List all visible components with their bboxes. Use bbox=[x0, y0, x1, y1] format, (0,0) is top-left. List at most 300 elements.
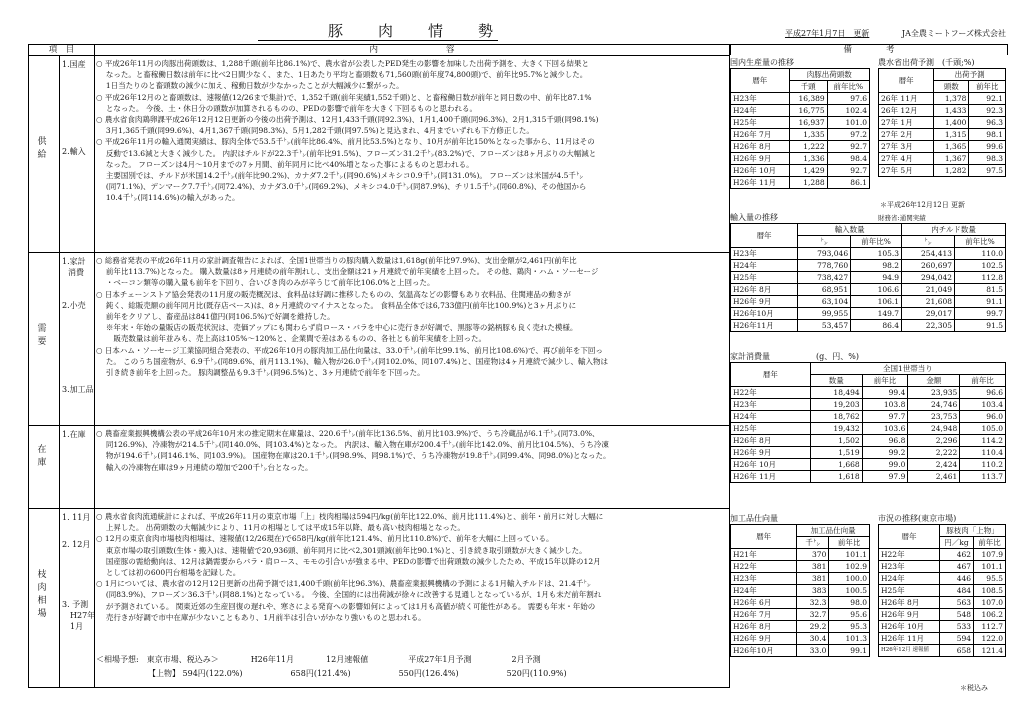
table-cell: 381 bbox=[797, 573, 829, 585]
table-cell: 86.4 bbox=[851, 320, 902, 332]
table-cell: 101.0 bbox=[827, 117, 869, 129]
table-cell: H26年 8月 bbox=[731, 284, 798, 296]
table-header: 肉豚出荷頭数 bbox=[789, 69, 869, 81]
table-cell: H24年 bbox=[731, 105, 790, 117]
table-row bbox=[731, 129, 870, 141]
table-row bbox=[879, 609, 1006, 621]
market-table bbox=[878, 524, 1006, 657]
table-cell: 27年 2月 bbox=[879, 129, 934, 141]
table-cell: 95.6 bbox=[829, 609, 870, 621]
forecast-table bbox=[878, 68, 1006, 177]
table-cell: 446 bbox=[939, 573, 973, 585]
imports-title: 輸入量の推移 bbox=[730, 213, 778, 222]
table-cell: 2,222 bbox=[908, 447, 960, 459]
table-cell: 63,104 bbox=[798, 296, 851, 308]
table-row bbox=[731, 585, 870, 597]
table-cell: 92.1 bbox=[969, 93, 1006, 105]
table-cell: 381 bbox=[797, 561, 829, 573]
table-header: ㌧ bbox=[902, 236, 955, 248]
table-cell: 102.5 bbox=[955, 260, 1006, 272]
imports-rows bbox=[731, 248, 1006, 332]
table-cell: 98.1 bbox=[969, 129, 1006, 141]
table-cell: 1,282 bbox=[934, 165, 969, 177]
table-cell: 107.9 bbox=[974, 549, 1006, 561]
table-cell: 92.7 bbox=[827, 141, 869, 153]
supply-subs bbox=[60, 56, 95, 253]
table-cell: H26年 10月 bbox=[731, 459, 811, 471]
table-cell: 92.3 bbox=[969, 105, 1006, 117]
table-header: 前年比 bbox=[862, 375, 908, 387]
table-header: 数量 bbox=[810, 375, 862, 387]
table-cell: 563 bbox=[939, 597, 973, 609]
table-cell: 27年 4月 bbox=[879, 153, 934, 165]
table-row bbox=[879, 105, 1006, 117]
table-cell: 99.6 bbox=[969, 141, 1006, 153]
table-row bbox=[879, 153, 1006, 165]
table-row bbox=[879, 129, 1006, 141]
table-cell: 106.1 bbox=[851, 296, 902, 308]
forecast-note: ＊平成26年12月12日 更新 bbox=[880, 201, 965, 209]
table-cell: H26年 6月 bbox=[731, 597, 797, 609]
table-cell: 23,935 bbox=[908, 387, 960, 399]
table-cell: 102.9 bbox=[829, 561, 870, 573]
table-cell: 100.5 bbox=[829, 585, 870, 597]
table-header: 豚枝肉「上物」 bbox=[939, 525, 1005, 537]
table-cell: 81.5 bbox=[955, 284, 1006, 296]
table-row bbox=[879, 585, 1006, 597]
table-cell: 99,955 bbox=[798, 308, 851, 320]
section-demand bbox=[29, 253, 60, 426]
table-cell: 97.7 bbox=[862, 411, 908, 423]
table-header: 円／kg bbox=[939, 537, 973, 549]
table-row bbox=[879, 633, 1006, 645]
sub-label: 1月 bbox=[62, 622, 84, 631]
table-cell: 92.7 bbox=[827, 165, 869, 177]
table-row bbox=[731, 177, 870, 189]
table-cell: 21,608 bbox=[902, 296, 955, 308]
table-cell: H26年10月 bbox=[731, 308, 798, 320]
table-cell: H26年 8月 bbox=[731, 621, 797, 633]
table-row bbox=[731, 153, 870, 165]
table-cell: H24年 bbox=[731, 585, 797, 597]
domestic-rows bbox=[731, 93, 870, 189]
table-cell: 778,760 bbox=[798, 260, 851, 272]
table-row bbox=[731, 621, 870, 633]
header-remarks: 備 考 bbox=[730, 44, 1008, 55]
page bbox=[28, 20, 1006, 692]
table-cell: 27年 3月 bbox=[879, 141, 934, 153]
table-header: 前年比% bbox=[955, 236, 1006, 248]
table-header: 出荷予測 bbox=[934, 69, 1006, 81]
table-cell: H22年 bbox=[879, 549, 940, 561]
section-supply bbox=[29, 56, 60, 253]
table-row bbox=[731, 141, 870, 153]
table-cell: H25年 bbox=[731, 117, 790, 129]
table-cell: 26年 11月 bbox=[879, 93, 934, 105]
table-cell: 53,457 bbox=[798, 320, 851, 332]
table-cell: 110.2 bbox=[960, 459, 1006, 471]
table-row bbox=[731, 117, 870, 129]
table-row bbox=[731, 248, 1006, 260]
table-header: 内チルド数量 bbox=[902, 224, 1006, 236]
table-row bbox=[731, 597, 870, 609]
table-cell: 26年 12月 bbox=[879, 105, 934, 117]
table-row bbox=[731, 447, 1006, 459]
table-cell: 294,042 bbox=[902, 272, 955, 284]
table-cell: H26年 9月 bbox=[879, 609, 940, 621]
forecast-row: ＜相場予想: 東京市場、税込み＞ H26年11月 12月速報値 平成27年1月予測 2月予測 bbox=[96, 655, 541, 664]
table-cell: 105.3 bbox=[851, 248, 902, 260]
table-cell: H26年 7月 bbox=[731, 129, 790, 141]
table-row bbox=[731, 411, 1006, 423]
supply-text: ○ 平成26年11月の肉豚出荷頭数は、1,288千頭(前年比86.1%)で、農水省が公表したPED発生の影響を加味した出荷予測を、大きく下回る結果と なった。と畜稼働日数は前年に比べ2日間少なく、また、1日あたり平均と畜頭数も71,560頭(前年度74,800頭)で、前年比95.7%と減少した。 1日当たりのと畜頭数の減少に加え、稼動日数が少なかったことが大幅減少に繋がった。 ○ 平成26年12月のと畜頭数は、速報値(12/26まで集計)で、1,352千頭(前年実績1,552千頭)と、と畜稼働日数が前年と同日数の中、前年比87.1% となった。 今後、土・休日分の頭数が加算されるものの、PEDの影響で前年を大きく下回るものと思われる。 ○ 農水省食肉鶏卵課平成26年12月12日更新の今後の出荷予測は、12月1,433千頭(同92.3%)、1月1,400千頭(同96.3%)、2月1,315千頭(同98.1%) 3月1,365千頭(同99.6%)、4月1,367千頭(同98.3%)、5月1,282千頭(同97.5%)と見込まれ、4月までいずれも下方修正した。 ○ 平成26年11月の輸入通関実績は、豚肉全体で53.5千㌧(前年比86.4%、前月比53.5%)となり、10月が前年比150%となった事から、11月はその 反動で13.6減と大きく減少した。 内訳はチルドが22.3千㌧(前年比91.5%)、フローズン31.2千㌧(83.2%)で、フローズンは8ヶ月ぶりの大幅減と なった。 フローズンは4月～10月までの7ヶ月間、前年同月に比べ40%増となった事によるものと思われる。 主要国別では、チルドが米国14.2千㌧(前年比90.2%)、カナダ7.2千㌧(同90.6%)メキシコ0.9千㌧(同131.0%)。 フローズンは米国が4.5千㌧ (同71.1%)、デンマーク7.7千㌧(同72.4%)、カナダ3.0千㌧(同69.2%)、メキシコ4.0千㌧(同87.9%)、チリ1.5千㌧(同60.8%)、その他国から 10.4千㌧(同114.6%)の輸入があった。 bbox=[96, 59, 599, 203]
table-cell: 1,400 bbox=[934, 117, 969, 129]
table-header: 前年比% bbox=[827, 81, 869, 93]
processed-rows bbox=[731, 549, 870, 657]
page-title: 豚 肉 情 勢 bbox=[328, 22, 504, 40]
table-cell: 149.7 bbox=[851, 308, 902, 320]
table-cell: 99.7 bbox=[955, 308, 1006, 320]
table-header: 輸入数量 bbox=[798, 224, 902, 236]
table-cell: 1,429 bbox=[789, 165, 827, 177]
table-header: 暦年 bbox=[879, 69, 934, 93]
table-cell: 103.8 bbox=[862, 399, 908, 411]
table-row bbox=[731, 549, 870, 561]
table-cell: H26年 11月 bbox=[731, 177, 790, 189]
table-cell: H26年 9月 bbox=[731, 633, 797, 645]
sub-label: 2.小売 bbox=[62, 301, 86, 310]
organization: JA全農ミートフーズ株式会社 bbox=[901, 29, 1006, 38]
table-cell: H23年 bbox=[879, 561, 940, 573]
table-row bbox=[879, 549, 1006, 561]
table-row bbox=[731, 573, 870, 585]
table-cell: 1,519 bbox=[810, 447, 862, 459]
table-cell: 1,315 bbox=[934, 129, 969, 141]
table-cell: 254,413 bbox=[902, 248, 955, 260]
table-cell: 18,762 bbox=[810, 411, 862, 423]
table-cell: 793,046 bbox=[798, 248, 851, 260]
table-cell: 101.3 bbox=[829, 633, 870, 645]
table-cell: 2,424 bbox=[908, 459, 960, 471]
table-cell: H24年 bbox=[731, 411, 811, 423]
table-header: 暦年 bbox=[731, 525, 797, 549]
table-cell: H26年 9月 bbox=[731, 447, 811, 459]
table-cell: 91.1 bbox=[955, 296, 1006, 308]
processed-table bbox=[730, 524, 870, 657]
table-cell: 114.2 bbox=[960, 435, 1006, 447]
table-cell: 1,365 bbox=[934, 141, 969, 153]
table-cell: H22年 bbox=[731, 387, 811, 399]
section-label: 需要 bbox=[37, 324, 47, 347]
table-cell: 370 bbox=[797, 549, 829, 561]
table-row bbox=[879, 141, 1006, 153]
section-label: 枝肉相場 bbox=[37, 570, 47, 619]
table-row bbox=[879, 597, 1006, 609]
sub-label: 2. 12月 bbox=[62, 540, 91, 549]
section-stock bbox=[29, 426, 60, 509]
imports-source: 財務省:通関実績 bbox=[878, 214, 926, 222]
table-cell: 1,367 bbox=[934, 153, 969, 165]
table-cell: 106.2 bbox=[974, 609, 1006, 621]
table-cell: 97.9 bbox=[862, 471, 908, 483]
remarks-panel bbox=[730, 55, 1006, 692]
table-cell: 658 bbox=[939, 645, 973, 657]
update-date: 平成27年1月7日 更新 bbox=[784, 29, 870, 38]
table-header: 暦年 bbox=[731, 224, 798, 248]
table-cell: 122.0 bbox=[974, 633, 1006, 645]
table-row bbox=[731, 399, 1006, 411]
table-cell: H25年 bbox=[731, 272, 798, 284]
table-row bbox=[731, 105, 870, 117]
table-row bbox=[879, 117, 1006, 129]
table-cell: H26年 11月 bbox=[731, 471, 811, 483]
table-cell: H24年 bbox=[731, 260, 798, 272]
table-cell: 29,017 bbox=[902, 308, 955, 320]
table-cell: 105.0 bbox=[960, 423, 1006, 435]
table-cell: 32.3 bbox=[797, 597, 829, 609]
table-cell: 1,433 bbox=[934, 105, 969, 117]
table-cell: 1,502 bbox=[810, 435, 862, 447]
table-row bbox=[731, 296, 1006, 308]
table-header: 千頭 bbox=[789, 81, 827, 93]
table-header: 千㌧ bbox=[797, 537, 829, 549]
table-cell: 103.4 bbox=[960, 399, 1006, 411]
table-header: ㌧ bbox=[798, 236, 851, 248]
sub-label: 1.家計 bbox=[62, 257, 86, 266]
table-row bbox=[731, 320, 1006, 332]
table-cell: 533 bbox=[939, 621, 973, 633]
table-cell: 18,494 bbox=[810, 387, 862, 399]
header-item: 項 目 bbox=[28, 44, 95, 55]
table-cell: H26年 8月 bbox=[731, 435, 811, 447]
table-cell: 113.7 bbox=[960, 471, 1006, 483]
table-cell: H26年 9月 bbox=[731, 296, 798, 308]
table-cell: 32.7 bbox=[797, 609, 829, 621]
table-cell: 101.1 bbox=[974, 561, 1006, 573]
table-cell: 1,668 bbox=[810, 459, 862, 471]
table-row bbox=[731, 308, 1006, 320]
table-cell: 33.0 bbox=[797, 645, 829, 657]
sub-label: 消費 bbox=[68, 268, 84, 277]
table-cell: H26年 9月 bbox=[731, 153, 790, 165]
table-row bbox=[879, 621, 1006, 633]
demand-subs bbox=[60, 253, 95, 426]
table-cell: H25年 bbox=[731, 423, 811, 435]
household-table bbox=[730, 362, 1006, 483]
table-cell: H26年12月 速報値 bbox=[879, 645, 940, 657]
table-cell: 98.0 bbox=[829, 597, 870, 609]
table-cell: 97.6 bbox=[827, 93, 869, 105]
forecast-rows bbox=[879, 93, 1006, 177]
forecast-title: 農水省出荷予測 (千頭;%) bbox=[878, 58, 975, 67]
table-cell: 1,335 bbox=[789, 129, 827, 141]
table-cell: 106.6 bbox=[851, 284, 902, 296]
main-content-box bbox=[28, 55, 730, 688]
table-cell: 103.6 bbox=[862, 423, 908, 435]
table-cell: 21,049 bbox=[902, 284, 955, 296]
title-underline bbox=[258, 40, 498, 41]
table-header: 加工品仕向量 bbox=[797, 525, 870, 537]
sub-label: H27年 bbox=[62, 611, 96, 620]
table-cell: 16,775 bbox=[789, 105, 827, 117]
table-cell: H23年 bbox=[731, 573, 797, 585]
table-cell: 95.3 bbox=[829, 621, 870, 633]
domestic-table bbox=[730, 68, 870, 189]
table-header: 前年比 bbox=[960, 375, 1006, 387]
divider bbox=[94, 508, 729, 509]
table-cell: 19,203 bbox=[810, 399, 862, 411]
table-cell: 99.2 bbox=[862, 447, 908, 459]
section-price bbox=[29, 509, 60, 687]
table-cell: 108.5 bbox=[974, 585, 1006, 597]
table-cell: 24,948 bbox=[908, 423, 960, 435]
table-cell: 594 bbox=[939, 633, 973, 645]
table-cell: 260,697 bbox=[902, 260, 955, 272]
table-row bbox=[731, 633, 870, 645]
table-cell: 101.1 bbox=[829, 549, 870, 561]
table-header: 前年比% bbox=[851, 236, 902, 248]
table-cell: 99.4 bbox=[862, 387, 908, 399]
table-cell: 96.6 bbox=[960, 387, 1006, 399]
table-row bbox=[731, 645, 870, 657]
table-cell: 96.0 bbox=[960, 411, 1006, 423]
table-cell: 99.1 bbox=[829, 645, 870, 657]
table-row bbox=[731, 260, 1006, 272]
table-cell: 98.2 bbox=[851, 260, 902, 272]
table-cell: 94.9 bbox=[851, 272, 902, 284]
table-row bbox=[731, 272, 1006, 284]
table-cell: 27年 1月 bbox=[879, 117, 934, 129]
table-row bbox=[879, 561, 1006, 573]
table-cell: 96.8 bbox=[862, 435, 908, 447]
table-cell: 102.4 bbox=[827, 105, 869, 117]
table-cell: 548 bbox=[939, 609, 973, 621]
table-cell: H24年 bbox=[879, 573, 940, 585]
domestic-title: 国内生産量の推移 bbox=[730, 58, 794, 67]
table-cell: H26年 10月 bbox=[879, 621, 940, 633]
table-cell: 107.0 bbox=[974, 597, 1006, 609]
table-cell: 110.0 bbox=[955, 248, 1006, 260]
divider bbox=[94, 252, 729, 253]
table-cell: 462 bbox=[939, 549, 973, 561]
table-cell: 22,305 bbox=[902, 320, 955, 332]
table-cell: 97.2 bbox=[827, 129, 869, 141]
table-row bbox=[731, 93, 870, 105]
table-cell: H22年 bbox=[731, 561, 797, 573]
table-cell: 19,432 bbox=[810, 423, 862, 435]
table-header: 暦年 bbox=[731, 69, 790, 93]
household-unit: (g、円、%) bbox=[816, 352, 859, 361]
table-cell: 1,378 bbox=[934, 93, 969, 105]
table-header: 頭数 bbox=[934, 81, 969, 93]
table-cell: 16,389 bbox=[789, 93, 827, 105]
table-cell: H26年 8月 bbox=[731, 141, 790, 153]
table-cell: 86.1 bbox=[827, 177, 869, 189]
table-cell: 1,288 bbox=[789, 177, 827, 189]
table-row bbox=[879, 573, 1006, 585]
table-cell: 383 bbox=[797, 585, 829, 597]
table-cell: 68,951 bbox=[798, 284, 851, 296]
table-cell: 24,746 bbox=[908, 399, 960, 411]
table-cell: H23年 bbox=[731, 248, 798, 260]
table-row bbox=[731, 284, 1006, 296]
divider bbox=[94, 425, 729, 426]
market-note: ＊税込み bbox=[960, 684, 988, 692]
table-cell: H26年 11月 bbox=[879, 633, 940, 645]
table-cell: 16,937 bbox=[789, 117, 827, 129]
sub-label: 3. 予測 bbox=[62, 600, 89, 609]
table-cell: 29.2 bbox=[797, 621, 829, 633]
market-rows bbox=[879, 549, 1006, 657]
header-content: 内 容 bbox=[94, 44, 730, 55]
table-cell: 484 bbox=[939, 585, 973, 597]
market-title: 市況の推移(東京市場) bbox=[878, 514, 957, 523]
sub-label: 3.加工品 bbox=[62, 385, 94, 394]
table-cell: 121.4 bbox=[974, 645, 1006, 657]
table-header: 暦年 bbox=[879, 525, 940, 549]
table-cell: 91.5 bbox=[955, 320, 1006, 332]
table-cell: H26年 7月 bbox=[731, 609, 797, 621]
table-row bbox=[879, 645, 1006, 657]
table-cell: 98.3 bbox=[969, 153, 1006, 165]
table-cell: 112.7 bbox=[974, 621, 1006, 633]
table-cell: 23,753 bbox=[908, 411, 960, 423]
table-header: 暦年 bbox=[731, 363, 811, 387]
section-label: 供給 bbox=[37, 137, 47, 160]
table-header: 前年比 bbox=[974, 537, 1006, 549]
table-header: 前年比 bbox=[969, 81, 1006, 93]
table-row bbox=[731, 459, 1006, 471]
sub-label: 2.輸入 bbox=[62, 147, 86, 156]
table-row bbox=[731, 423, 1006, 435]
price-text: ○ 農水省食肉流通統計によれば、平成26年11月の東京市場「上」枝肉相場は594円/kg(前年比122.0%、前月比111.4%)と、前年・前月に対し大幅に 上昇した。 出荷頭数の大幅減少により、11月の相場としては平成15年以降、最も高い枝肉相場となった。 ○ 12月の東京食肉市場枝肉相場は、速報値(12/26現在)で658円/kg(前年比121.4%、前月比110.8%)で、前年を大幅に上回っている。 東京市場の取引頭数(生体・搬入)は、速報値で20,936頭、前年同月に比べ2,301頭減(前年比90.1%)と、引き続き取引頭数が大きく減少した。 国産豚の需給動向は、12月は鍋需要からバラ・肩ロース、モモの引合いが強まる中、PEDの影響で出荷頭数の減少したため、平成15年以降の12月 としては初の600円台相場を記録した。 ○ 1月については、農水省の12月12日更新の出荷予測では1,400千頭(前年比96.3%)、農畜産業振興機構の予測による1月輸入チルドは、21.4千㌧ (同83.9%)、フローズン36.3千㌧(同88.1%)となっている。 今後、全国的には出荷減が徐々に改善する見通しとなっているが、1月も未だ前年割れ が予測されている。 関東近郊の生産回復の遅れや、寒さによる発育への影響如何によっては1月も高値が続く可能性がある。 需要も年末・年始の 売行きが好調で市中在庫が少ないこともあり、1月前半は引合いがかなり強いものと思われる。 bbox=[96, 512, 604, 622]
table-cell: H25年 bbox=[879, 585, 940, 597]
table-cell: 95.5 bbox=[974, 573, 1006, 585]
table-row bbox=[731, 435, 1006, 447]
table-cell: H26年 10月 bbox=[731, 165, 790, 177]
table-cell: 97.5 bbox=[969, 165, 1006, 177]
table-cell: 1,336 bbox=[789, 153, 827, 165]
table-cell: 112.8 bbox=[955, 272, 1006, 284]
table-cell: 30.4 bbox=[797, 633, 829, 645]
table-cell: H21年 bbox=[731, 549, 797, 561]
table-cell: 738,427 bbox=[798, 272, 851, 284]
table-cell: H23年 bbox=[731, 93, 790, 105]
table-cell: 1,618 bbox=[810, 471, 862, 483]
table-cell: 2,296 bbox=[908, 435, 960, 447]
table-row bbox=[731, 471, 1006, 483]
table-cell: 100.0 bbox=[829, 573, 870, 585]
table-cell: 2,461 bbox=[908, 471, 960, 483]
table-row bbox=[731, 609, 870, 621]
header-meta bbox=[785, 28, 1006, 39]
household-rows bbox=[731, 387, 1006, 483]
table-cell: 110.4 bbox=[960, 447, 1006, 459]
table-row bbox=[731, 561, 870, 573]
table-cell: H26年11月 bbox=[731, 320, 798, 332]
table-cell: 467 bbox=[939, 561, 973, 573]
table-cell: H26年10月 bbox=[731, 645, 797, 657]
imports-table bbox=[730, 223, 1006, 332]
demand-text: ○ 総務省発表の平成26年11月の家計調査報告によれば、全国1世帯当りの豚肉購入数量は1,618g(前年比97.9%)、支出金額が2,461円(前年比 前年比113.7%)となった。 購入数量は8ヶ月連続の前年割れし、支出金額は21ヶ月連続で前年実績を上回った。 その他、鶏肉・ハム・ソーセージ ・ベーコン類等の購入量も前年を下回り、合いびき肉のみが辛うじて前年比106.0%と上回った。 ○ 日本チェーンストア協会発表の11月度の販売概況は、食料品は好調に推移したものの、気温高などの影響もあり衣料品、住関連品の動きが 鈍く、総販売額の前年同月比(既存店ベース)は、8ヶ月連続のマイナスとなった。 食料品全体では6,733億円(前年比100.9%)と3ヶ月ぶりに 前年をクリアし、畜産品は841億円(同106.5%)で好調を維持した。 ※年末・年始の量販店の販売状況は、売価アップにも関わらず肩ロース・バラを中心に売行きが好調で、黒豚等の銘柄豚も良く売れた模様。 販売数量は前年並みも、売上高は105%～120%と、企業間で差はあるものの、各社とも前年実績を上回った。 ○ 日本ハム・ソーセージ工業協同組合発表の、平成26年10月の豚肉加工品仕向量は、33.0千㌧(前年比99.1%、前月比108.6%)で、再び前年を下回っ た。 このうち国産物が、6.9千㌧(同89.6%、前月113.1%)、輸入物が26.0千㌧(同102.0%、同107.4%)と、国産物は4ヶ月連続で減少し、輸入物は 引き続き前年を上回った。 豚肉調整品も9.3千㌧(同96.5%)と、3ヶ月連続で前年を下回った。 bbox=[96, 256, 608, 378]
processed-title: 加工品仕向量 bbox=[730, 514, 778, 523]
table-cell: 98.4 bbox=[827, 153, 869, 165]
table-header: 金額 bbox=[908, 375, 960, 387]
table-row bbox=[879, 165, 1006, 177]
household-title: 家計消費量 bbox=[730, 352, 770, 361]
table-cell: 99.0 bbox=[862, 459, 908, 471]
table-cell: H23年 bbox=[731, 399, 811, 411]
